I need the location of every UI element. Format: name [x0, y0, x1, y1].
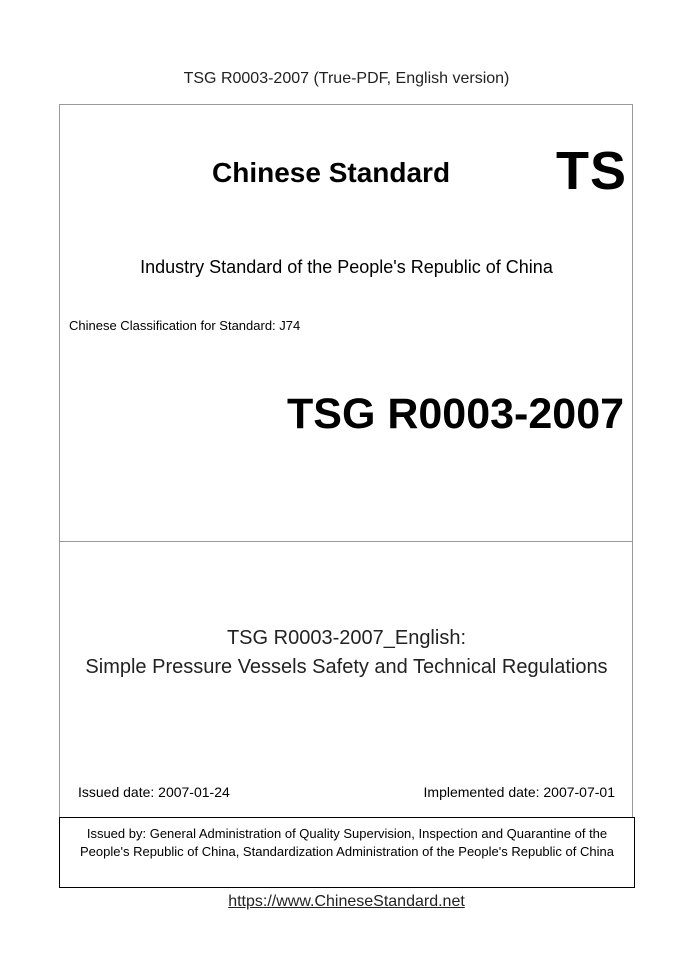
issued-date: Issued date: 2007-01-24 — [78, 784, 230, 800]
website-link[interactable]: https://www.ChineseStandard.net — [228, 893, 465, 910]
issuer-box — [59, 817, 635, 888]
classification-label: Chinese Classification for Standard: J74 — [69, 318, 301, 333]
standard-number: TSG R0003-2007 — [287, 390, 625, 438]
cover-lower-frame — [59, 542, 633, 817]
issuer-text: Issued by: General Administration of Quality Supervision, Inspection and Quarantine of the People's Republic of China, Standardization Administration of the People's Republic of China — [80, 826, 614, 859]
industry-standard-line: Industry Standard of the People's Republic of China — [140, 257, 553, 277]
category-code: TS — [556, 141, 628, 201]
document-title-line1: TSG R0003-2007_English: — [226, 627, 467, 649]
document-header-label: TSG R0003-2007 (True-PDF, English version) — [183, 70, 510, 87]
implemented-date: Implemented date: 2007-07-01 — [423, 784, 615, 800]
cover-title: Chinese Standard — [212, 157, 451, 188]
document-title-line2: Simple Pressure Vessels Safety and Technical Regulations — [85, 656, 608, 678]
